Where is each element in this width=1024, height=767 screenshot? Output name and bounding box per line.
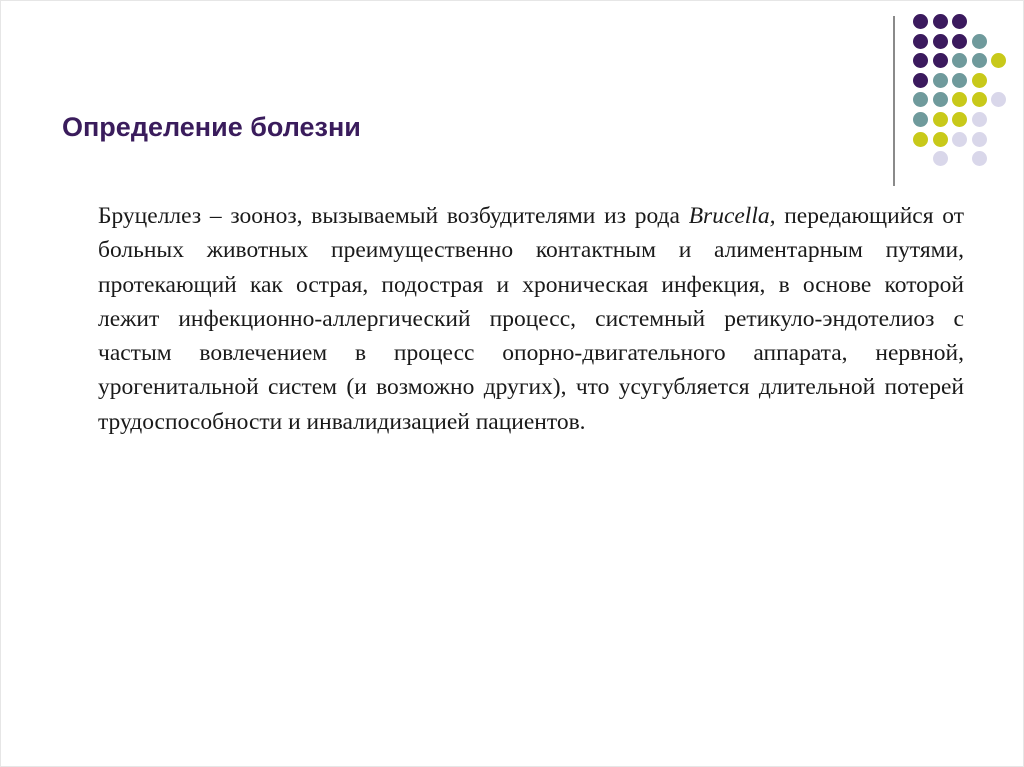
decorative-dot <box>913 112 928 127</box>
definition-text-start: Бруцеллез – зооноз, вызываемый возбудителями из рода <box>98 203 689 229</box>
decorative-dot <box>913 132 928 147</box>
decorative-dot <box>952 112 967 127</box>
decorative-dot <box>991 92 1006 107</box>
decorative-dot <box>913 34 928 49</box>
decorative-dot <box>933 34 948 49</box>
decorative-dot <box>913 73 928 88</box>
decorative-dot <box>933 53 948 68</box>
slide-title: Определение болезни <box>62 112 361 142</box>
decorative-dot <box>933 151 948 166</box>
decorative-dot <box>952 92 967 107</box>
decorative-dot <box>972 53 987 68</box>
decorative-dot <box>972 112 987 127</box>
decorative-dot <box>933 132 948 147</box>
decorative-dot <box>933 92 948 107</box>
decorative-dot <box>913 92 928 107</box>
decorative-dot <box>972 73 987 88</box>
decorative-dot <box>933 14 948 29</box>
definition-paragraph <box>98 199 964 439</box>
decorative-dot <box>991 53 1006 68</box>
decorative-dot <box>952 132 967 147</box>
decorative-dot <box>933 112 948 127</box>
decorative-dot <box>952 73 967 88</box>
decorative-dot <box>952 53 967 68</box>
decorative-dot <box>972 151 987 166</box>
genus-name: Brucella, <box>688 203 776 229</box>
definition-text-rest: передающийся от больных животных преимущественно контактным и алиментарным путями, протекающий как острая, подострая и хроническая инфекция, в основе которой лежит инфекционно-аллергический процесс, системный ретикуло-эндотелиоз с частым вовлечением в процесс опорно-двигательного аппарата, нервной, урогенитальной систем (и возможно других), что усугубляется длительной потерей трудоспособности и инвалидизацией пациентов. <box>98 203 964 435</box>
decorative-dot <box>952 34 967 49</box>
decorative-dot <box>913 53 928 68</box>
decorative-dot <box>933 73 948 88</box>
decorative-dot <box>972 92 987 107</box>
decorative-dot <box>972 132 987 147</box>
decorative-dot <box>913 14 928 29</box>
decorative-dot <box>972 34 987 49</box>
decorative-dot-grid <box>0 0 1024 200</box>
decorative-dot <box>952 14 967 29</box>
